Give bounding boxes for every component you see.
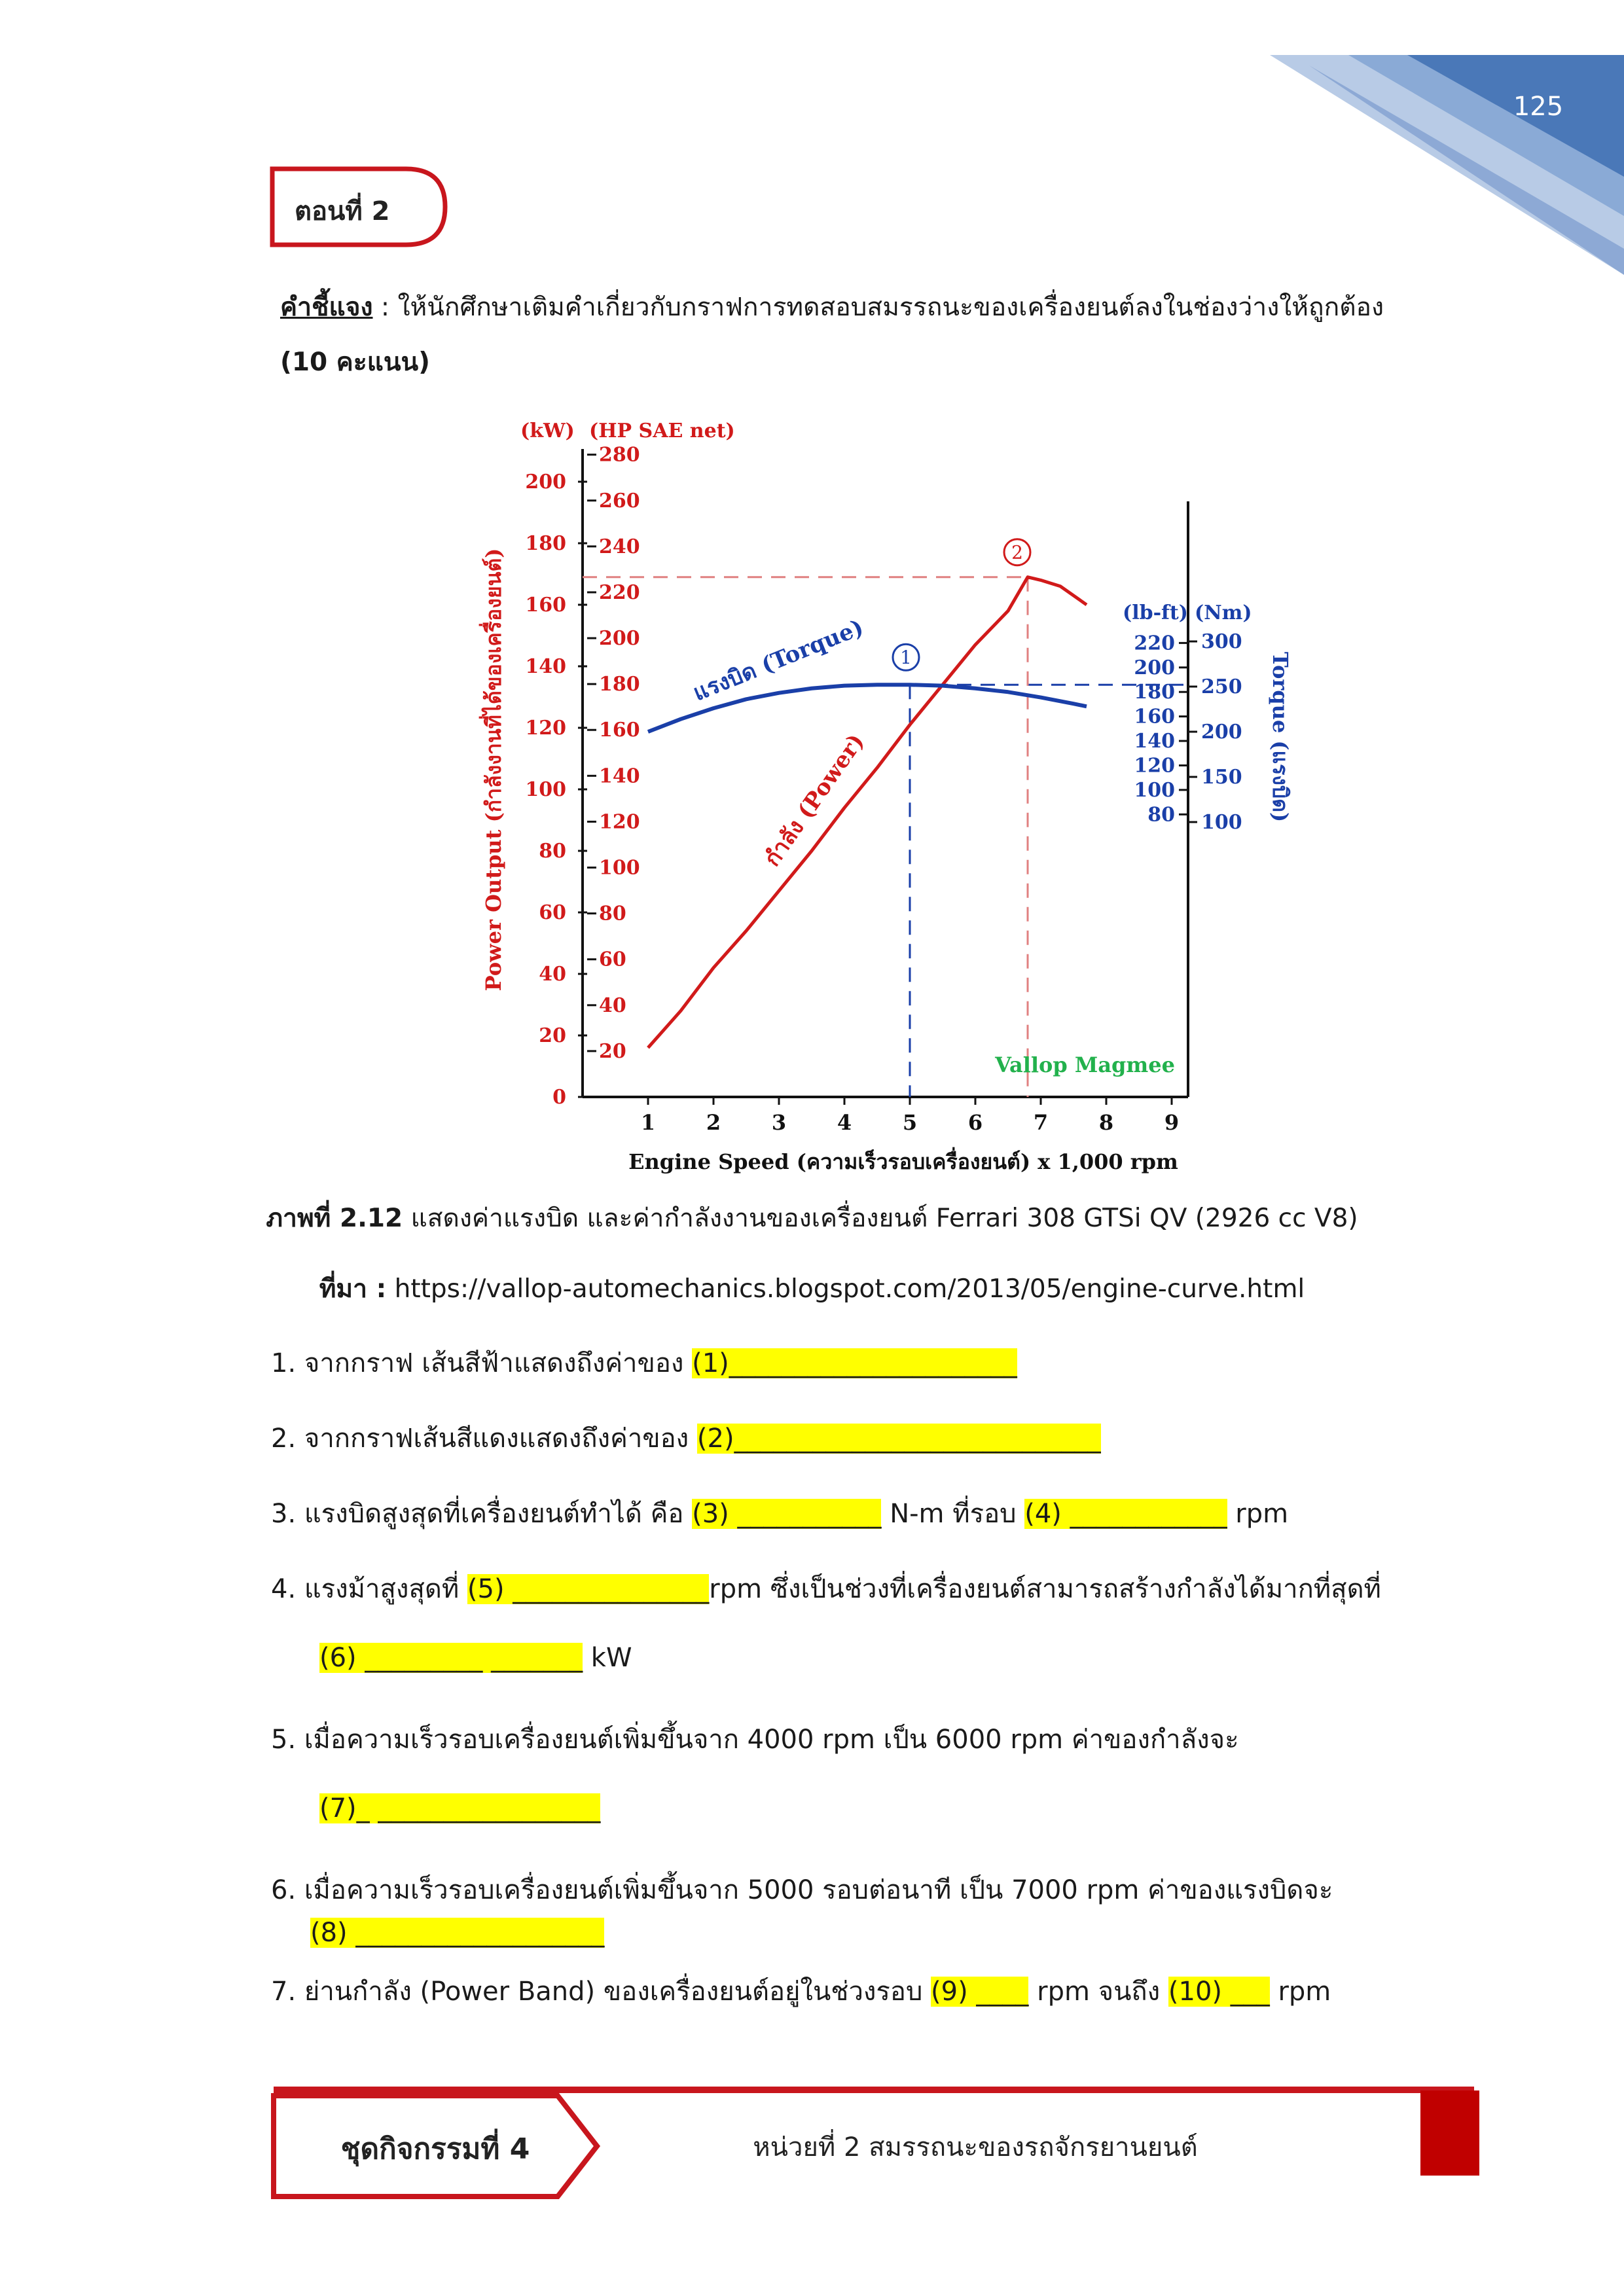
marker-1-label: 1	[900, 647, 912, 669]
x-tick-label: 3	[771, 1110, 787, 1135]
x-tick-label: 4	[837, 1110, 852, 1135]
question-4-continued	[319, 1643, 632, 1673]
question-3	[271, 1492, 1288, 1534]
x-tick-label: 9	[1164, 1110, 1180, 1135]
question-2	[271, 1417, 1101, 1459]
nm-unit-label: (Nm)	[1195, 601, 1252, 624]
kw-tick-label: 100	[525, 778, 566, 801]
lbft-unit-label: (lb-ft)	[1123, 601, 1188, 624]
kw-unit-label: (kW)	[520, 420, 575, 442]
hp-unit-label: (HP SAE net)	[589, 420, 735, 442]
lbft-tick-label: 100	[1134, 778, 1175, 802]
hp-tick-label: 180	[599, 673, 640, 696]
hp-tick-label: 260	[599, 489, 640, 512]
left-axis-title: Power Output (กำลังงานที่ได้ของเครื่องยนต์)	[481, 548, 506, 992]
nm-tick-label: 300	[1201, 630, 1242, 653]
corner-decoration	[1270, 52, 1624, 275]
nm-tick-label: 100	[1201, 811, 1242, 834]
question-text: rpm จนถึง	[1028, 1977, 1168, 2007]
x-tick-label: 5	[902, 1110, 918, 1135]
lbft-tick-label: 120	[1134, 754, 1175, 778]
hp-tick-label: 200	[599, 627, 640, 651]
kw-tick-label: 60	[539, 901, 566, 924]
instructions-text: ให้นักศึกษาเติมคำเกี่ยวกับกราฟการทดสอบสมรรถนะของเครื่องยนต์ลงในช่องว่างให้ถูกต้อง	[397, 293, 1384, 322]
question-text: 2. จากกราฟเส้นสีแดงแสดงถึงค่าของ	[271, 1424, 697, 1454]
question-text: 1. จากกราฟ เส้นสีฟ้าแสดงถึงค่าของ	[271, 1348, 693, 1378]
kw-tick-label: 200	[525, 471, 566, 493]
question-5	[271, 1718, 1239, 1760]
kw-tick-label: 120	[525, 717, 566, 740]
question-text: rpm ซึ่งเป็นช่วงที่เครื่องยนต์สามารถสร้างกำลังได้มากที่สุดที่	[709, 1574, 1381, 1604]
footer-activity: ชุดกิจกรรมที่ 4	[340, 2132, 530, 2166]
question-1	[271, 1342, 1017, 1384]
hp-tick-label: 100	[599, 856, 640, 880]
instructions-score: (10 คะแนน)	[280, 348, 430, 377]
question-6	[271, 1869, 1333, 1910]
question-text: N-m ที่รอบ	[881, 1499, 1025, 1529]
chart-series	[648, 577, 1087, 1048]
page-number: 125	[1513, 92, 1564, 122]
question-6-answer	[310, 1918, 604, 1948]
answer-blank-8[interactable]: (8) ___________________	[310, 1918, 605, 1948]
kw-tick-label: 0	[552, 1086, 566, 1109]
instructions-separator: :	[372, 293, 398, 322]
source-label: ที่มา :	[319, 1274, 387, 1304]
question-text: kW	[583, 1643, 632, 1673]
figure-text: แสดงค่าแรงบิด และค่ากำลังงานของเครื่องยนต์ Ferrari 308 GTSi QV (2926 cc V8)	[403, 1204, 1358, 1233]
lbft-tick-label: 200	[1134, 656, 1175, 679]
hp-tick-label: 220	[599, 581, 640, 604]
answer-blank-1[interactable]: (1)______________________	[692, 1348, 1017, 1378]
nm-tick-label: 200	[1201, 721, 1242, 744]
x-tick-label: 1	[640, 1110, 656, 1135]
kw-tick-label: 80	[539, 840, 566, 863]
question-text: rpm	[1227, 1499, 1289, 1529]
section-label: ตอนที่ 2	[295, 196, 390, 226]
question-text: rpm	[1269, 1977, 1331, 2007]
answer-blank-4[interactable]: (4) ____________	[1024, 1499, 1227, 1529]
hp-tick-label: 40	[599, 994, 626, 1017]
torque-series-label: แรงบิด (Torque)	[689, 614, 867, 707]
power-series-label: กำลัง (Power)	[759, 728, 870, 872]
question-4	[271, 1568, 1381, 1609]
x-tick-label: 8	[1098, 1110, 1114, 1135]
hp-tick-label: 80	[599, 902, 626, 925]
question-text: 3. แรงบิดสูงสุดที่เครื่องยนต์ทำได้ คือ	[271, 1499, 693, 1529]
hp-tick-label: 120	[599, 810, 640, 834]
question-7	[271, 1970, 1331, 2012]
engine-performance-chart	[468, 410, 1293, 1182]
lbft-tick-label: 160	[1134, 705, 1175, 728]
hp-tick-label: 60	[599, 948, 626, 971]
question-text: 7. ย่านกำลัง (Power Band) ของเครื่องยนต์อยู่ในช่วงรอบ	[271, 1977, 931, 2007]
x-tick-label: 6	[967, 1110, 983, 1135]
footer-unit: หน่วยที่ 2 สมรรถนะของรถจักรยานยนต์	[753, 2132, 1198, 2162]
right-axis-title: Torque (แรงบิด)	[1268, 651, 1293, 823]
question-text: 4. แรงม้าสูงสุดที่	[271, 1574, 467, 1604]
answer-blank-3[interactable]: (3) ___________	[692, 1499, 882, 1529]
x-tick-label: 7	[1033, 1110, 1049, 1135]
lbft-tick-label: 220	[1134, 632, 1175, 655]
instructions	[280, 280, 1524, 390]
power-curve	[648, 577, 1087, 1048]
answer-blank-2[interactable]: (2)____________________________	[696, 1424, 1101, 1454]
answer-blank-6[interactable]: (6) _________ _______	[319, 1643, 583, 1673]
question-text: 6. เมื่อความเร็วรอบเครื่องยนต์เพิ่มขึ้นจาก 5000 รอบต่อนาที เป็น 7000 rpm ค่าของแรงบิดจะ	[271, 1875, 1333, 1905]
kw-tick-label: 180	[525, 532, 566, 555]
x-axis-title: Engine Speed (ความเร็วรอบเครื่องยนต์) x 1,000 rpm	[628, 1149, 1178, 1174]
kw-tick-label: 40	[539, 963, 566, 986]
chart-watermark: Vallop Magmee	[995, 1052, 1175, 1077]
instructions-lead: คำชี้แจง	[280, 293, 373, 322]
figure-label: ภาพที่ 2.12	[266, 1204, 403, 1233]
chart-labels	[689, 539, 1175, 1077]
hp-tick-label: 160	[599, 719, 640, 742]
hp-tick-label: 140	[599, 764, 640, 788]
kw-tick-label: 140	[525, 655, 566, 678]
answer-blank-10[interactable]: (10) ___	[1168, 1977, 1270, 2007]
kw-tick-label: 160	[525, 594, 566, 617]
hp-tick-label: 240	[599, 535, 640, 558]
question-text: 5. เมื่อความเร็วรอบเครื่องยนต์เพิ่มขึ้นจาก 4000 rpm เป็น 6000 rpm ค่าของกำลังจะ	[271, 1725, 1239, 1755]
footer-red-block	[1420, 2090, 1479, 2176]
marker-2-label: 2	[1011, 541, 1023, 564]
answer-blank-5[interactable]: (5) _______________	[467, 1574, 710, 1604]
answer-blank-7[interactable]: (7)_ _________________	[319, 1793, 601, 1823]
figure-source	[0, 1268, 1624, 1309]
lbft-tick-label: 80	[1147, 803, 1175, 827]
lbft-tick-label: 140	[1134, 730, 1175, 753]
question-5-answer	[319, 1793, 600, 1823]
kw-tick-label: 20	[539, 1024, 566, 1047]
hp-tick-label: 280	[599, 443, 640, 467]
x-tick-label: 2	[706, 1110, 721, 1135]
lbft-tick-label: 180	[1134, 681, 1175, 704]
nm-tick-label: 150	[1201, 766, 1242, 789]
figure-caption	[0, 1198, 1624, 1238]
nm-tick-label: 250	[1201, 675, 1242, 698]
hp-tick-label: 20	[599, 1039, 626, 1063]
source-text: https://vallop-automechanics.blogspot.com/2013/05/engine-curve.html	[386, 1274, 1305, 1304]
answer-blank-9[interactable]: (9) ____	[931, 1977, 1029, 2007]
